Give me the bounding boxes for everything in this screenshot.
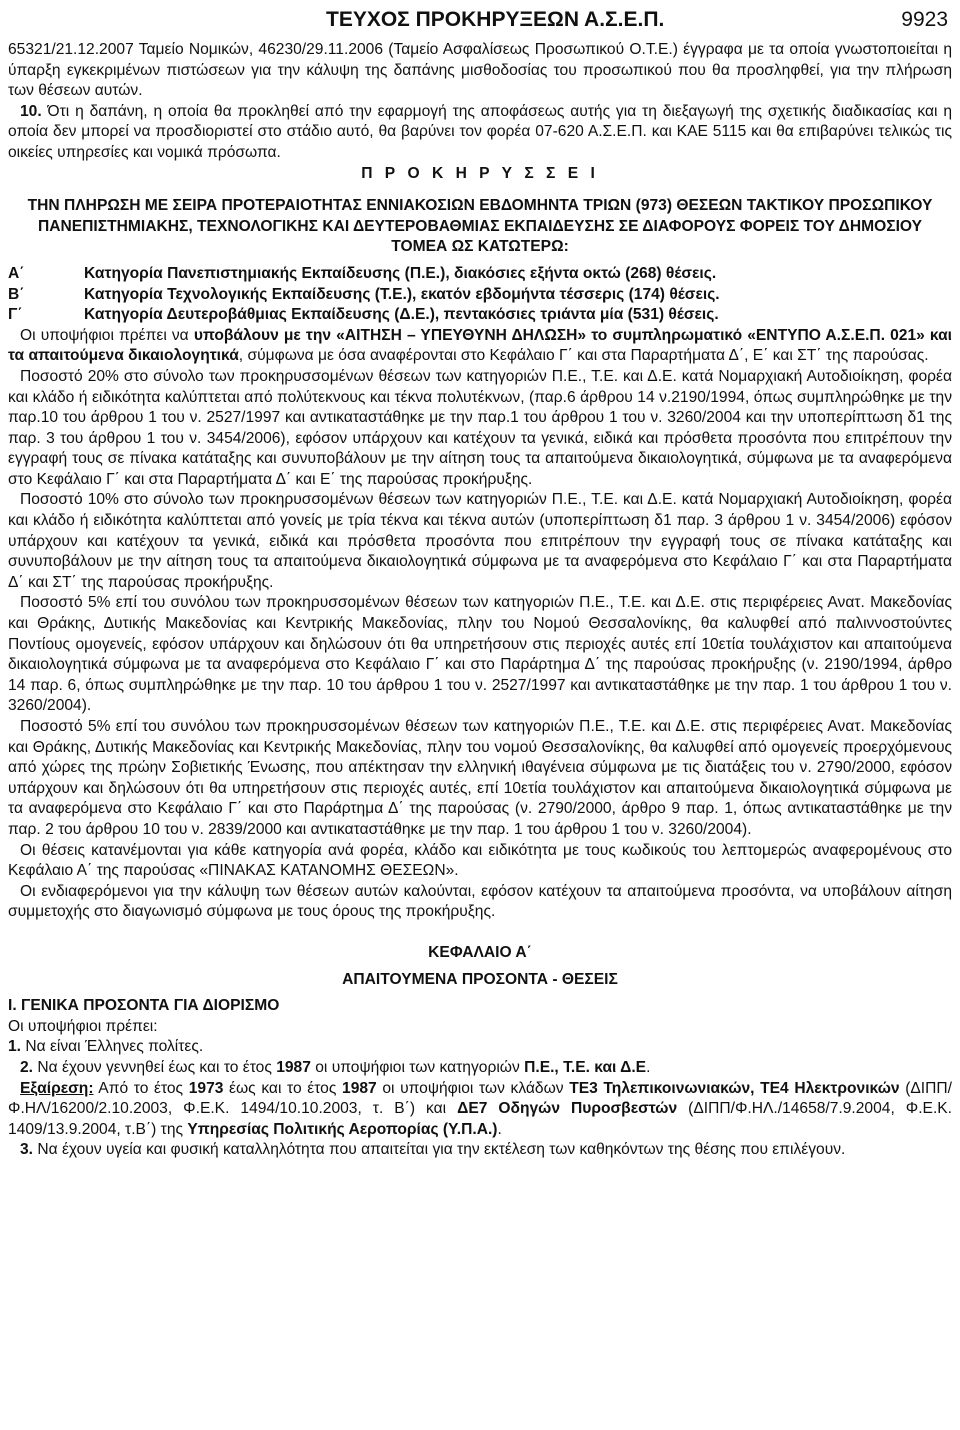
- page-header: [8, 4, 952, 40]
- section-heading: Ι. ΓΕΝΙΚΑ ΠΡΟΣΟΝΤΑ ΓΙΑ ΔΙΟΡΙΣΜΟ: [8, 997, 280, 1015]
- paragraph-interested: Οι ενδιαφερόμενοι για την κάλυψη των θέσεων αυτών καλούνται, εφόσον κατέχουν τα απαιτούμενα προσόντα, να υποβάλουν αίτηση συμμετοχής στο διαγωνισμό σύμφωνα με τους όρους της προκήρυξης.: [8, 882, 952, 921]
- category-label: Β΄: [8, 285, 25, 303]
- category-text: Κατηγορία Δευτεροβάθμιας Εκπαίδευσης (Δ.Ε.), πεντακόσιες τριάντα μία (531) θέσεις.: [84, 306, 719, 324]
- paragraph-intro: 65321/21.12.2007 Ταμείο Νομικών, 46230/29.11.2006 (Ταμείο Ασφαλίσεως Προσωπικού Ο.Τ.Ε.) έγγραφα με τα οποία γνωστοποιείται η ύπαρξη εγκεκριμένων πιστώσεων για την κάλυψη της δαπάνης μισθοδοσίας του προσωπικού που θα προσληφθεί, για την πλήρωση των θέσεων αυτών.: [8, 41, 952, 100]
- category-label: Γ΄: [8, 306, 23, 324]
- paragraph-posts: Οι θέσεις κατανέμονται για κάθε κατηγορία ανά φορέα, κλάδο και ειδικότητα με τους κωδικούς του λεπτομερώς αναφερομένους στο Κεφάλαιο Α΄ της παρούσας «ΠΙΝΑΚΑΣ ΚΑΤΑΝΟΜΗΣ ΘΕΣΕΩΝ».: [8, 841, 952, 880]
- category-row-c: [8, 305, 952, 326]
- paragraph-5-percent-pontic: Ποσοστό 5% επί του συνόλου των προκηρυσσομένων θέσεων των κατηγοριών Π.Ε., Τ.Ε. και Δ.Ε. στις περιφέρειες Ανατ. Μακεδονίας και Θράκης, Δυτικής Μακεδονίας και Κεντρικής Μακεδονίας, πλην του Νομού Θεσσαλονίκης, θα καλυφθεί από παλιννοστούντες Ποντίους ομογενείς, εφόσον υπάρχουν και δηλώσουν ότι θα υπηρετήσουν στις περιοχές αυτές επί 10ετία τουλάχιστον και απαιτούμενα δικαιολογητικά σύμφωνα με τα αναφερόμενα στο Κεφάλαιο Γ΄ και στο Παράρτημα Δ΄ της παρούσας προκήρυξης (ν. 2190/1994, άρθρο 14 παρ. 6, όπως συμπληρώθηκε με την παρ. 10 του άρθρου 1 του ν. 2527/1997 και αντικαταστάθηκε με την παρ. 1 του άρθρου 1 του ν. 3260/2004).: [8, 594, 952, 715]
- category-row-a: [8, 264, 952, 285]
- candidates-must: Οι υποψήφιοι πρέπει:: [8, 1017, 158, 1035]
- category-text: Κατηγορία Πανεπιστημιακής Εκπαίδευσης (Π.Ε.), διακόσιες εξήντα οκτώ (268) θέσεις.: [84, 264, 717, 282]
- paragraph-20-percent: Ποσοστό 20% στο σύνολο των προκηρυσσομένων θέσεων των κατηγοριών Π.Ε., Τ.Ε. και Δ.Ε. κατά Νομαρχιακή Αυτοδιοίκηση, φορέα και κλάδο ή ειδικότητα καλύπτεται από πολύτεκνους και τέκνα πολυτέκνων, (παρ.6 άρθρου 14 ν.2190/1994, όπως συμπληρώθηκε με την παρ.10 του άρθρου 1 του ν. 2527/1997 και αντικαταστάθηκε με την παρ.1 του άρθρου 1 του ν. 3260/2004 και την υποπερίπτωση δ1 της παρ. 3 του άρθρου 1 του ν. 3454/2006), εφόσον υπάρχουν και κατέχουν τα γενικά, ειδικά και πρόσθετα προσόντα που επιτρέπουν την εγγραφή τους σε πίνακα κατάταξης και συνυποβάλουν με την αίτηση τους τα απαιτούμενα δικαιολογητικά, σύμφωνα με τα αναφερόμενα στο Κεφάλαιο Γ΄ και στα Παραρτήματα Δ΄ και Ε΄ της παρούσας προκήρυξης.: [8, 367, 952, 488]
- chapter-subtitle: ΑΠΑΙΤΟΥΜΕΝΑ ΠΡΟΣΟΝΤΑ - ΘΕΣΕΙΣ: [342, 970, 618, 988]
- proclaims-heading: Π Ρ Ο Κ Η Ρ Υ Σ Σ Ε Ι: [361, 164, 599, 182]
- paragraph-10: [8, 102, 952, 164]
- paragraph-text: Ότι η δαπάνη, η οποία θα προκληθεί από την εφαρμογή της αποφάσεως αυτής για τη διεξαγωγή της σχετικής διαδικασίας και η οποία δεν μπορεί να προσδιοριστεί στο στάδιο αυτό, θα βαρύνει τον φορέα 07-620 Α.Σ.Ε.Π. και ΚΑΕ 5115 και θα επιβαρύνει τελικώς τις οικείες υπηρεσίες και νομικά πρόσωπα.: [8, 102, 952, 161]
- requirement-exception: Εξαίρεση: Από το έτος 1973 έως και το έτος 1987 οι υποψήφιοι των κλάδων ΤΕ3 Τηλεπικοινωνιακών, ΤΕ4 Ηλεκτρονικών (ΔΙΠΠ/Φ.ΗΛ/16200/2.10.2003, Φ.Ε.Κ. 1494/10.10.2003, τ. Β΄) και ΔΕ7 Οδηγών Πυροσβεστών (ΔΙΠΠ/Φ.ΗΛ./14658/7.9.2004, Φ.Ε.Κ. 1409/13.9.2004, τ.Β΄) της Υπηρεσίας Πολιτικής Αεροπορίας (Υ.Π.Α.).: [8, 1079, 953, 1138]
- requirement-2: 2. Να έχουν γεννηθεί έως και το έτος 1987 οι υποψήφιοι των κατηγοριών Π.Ε., Τ.Ε. και Δ.Ε.: [20, 1058, 651, 1076]
- paragraph-5-percent-soviet: Ποσοστό 5% επί του συνόλου των προκηρυσσομένων θέσεων των κατηγοριών Π.Ε., Τ.Ε. και Δ.Ε. στις περιφέρειες Ανατ. Μακεδονίας και Θράκης, Δυτικής Μακεδονίας και Κεντρικής Μακεδονίας, πλην του νομού Θεσσαλονίκης, θα καλυφθεί από ομογενείς προερχόμενους από χώρες της πρώην Σοβιετικής Ένωσης, που απέκτησαν την ελληνική ιθαγένεια σύμφωνα με τις διατάξεις του ν. 2790/2000, εφόσον υπάρχουν και δηλώσουν ότι θα υπηρετήσουν στις περιοχές αυτές, επί 10ετία τουλάχιστον και απαιτούμενα δικαιολογητικά σύμφωνα με τα αναφερόμενα στο Κεφάλαιο Γ΄ και στο Παράρτημα Δ΄ της παρούσας (ν. 2790/2000, άρθρο 9 παρ. 1, όπως αντικαταστάθηκε με την παρ. 2 του άρθρου 10 του ν. 2839/2000 και αντικαταστάθηκε με την παρ. 1 του άρθρου 1 του ν. 3260/2004).: [8, 718, 952, 838]
- issue-title: ΤΕΥΧΟΣ ΠΡΟΚΗΡΥΞΕΩΝ Α.Σ.Ε.Π.: [326, 8, 665, 31]
- requirement-3: 3. Να έχουν υγεία και φυσική καταλληλότητα που απαιτείται για την εκτέλεση των καθηκόντων της θέσης που επιλέγουν.: [20, 1141, 846, 1159]
- exception-label: Εξαίρεση:: [20, 1079, 94, 1097]
- paragraph-number: 10.: [20, 102, 42, 120]
- chapter-title: ΚΕΦΑΛΑΙΟ Α΄: [428, 943, 532, 961]
- paragraph-apply: Οι υποψήφιοι πρέπει να υποβάλουν με την «ΑΙΤΗΣΗ – ΥΠΕΥΘΥΝΗ ΔΗΛΩΣΗ» το συμπληρωματικό «ΕΝΤΥΠΟ Α.Σ.Ε.Π. 021» και τα απαιτούμενα δικαιολογητικά, σύμφωνα με όσα αναφέρονται στο Κεφάλαιο Γ΄ και στα Παραρτήματα Δ΄, Ε΄ και ΣΤ΄ της παρούσας.: [8, 326, 953, 365]
- category-label: Α΄: [8, 264, 25, 282]
- category-row-b: [8, 285, 952, 306]
- document-body: [8, 40, 952, 1161]
- main-heading: ΤΗΝ ΠΛΗΡΩΣΗ ΜΕ ΣΕΙΡΑ ΠΡΟΤΕΡΑΙΟΤΗΤΑΣ ΕΝΝΙΑΚΟΣΙΩΝ ΕΒΔΟΜΗΝΤΑ ΤΡΙΩΝ (973) ΘΕΣΕΩΝ ΤΑΚΤΙΚΟΥ ΠΡΟΣΩΠΙΚΟΥ ΠΑΝΕΠΙΣΤΗΜΙΑΚΗΣ, ΤΕΧΝΟΛΟΓΙΚΗΣ ΚΑΙ ΔΕΥΤΕΡΟΒΑΘΜΙΑΣ ΕΚΠΑΙΔΕΥΣΗΣ ΣΕ ΔΙΑΦΟΡΟΥΣ ΦΟΡΕΙΣ ΤΟΥ ΔΗΜΟΣΙΟΥ ΤΟΜΕΑ ΩΣ ΚΑΤΩΤΕΡΩ:: [27, 197, 933, 256]
- requirement-1: 1. Να είναι Έλληνες πολίτες.: [8, 1038, 204, 1056]
- category-text: Κατηγορία Τεχνολογικής Εκπαίδευσης (Τ.Ε.), εκατόν εβδομήντα τέσσερις (174) θέσεις.: [84, 285, 720, 303]
- paragraph-10-percent: Ποσοστό 10% στο σύνολο των προκηρυσσομένων θέσεων των κατηγοριών Π.Ε., Τ.Ε. και Δ.Ε. κατά Νομαρχιακή Αυτοδιοίκηση, φορέα και κλάδο ή ειδικότητα καλύπτεται από γονείς με τρία τέκνα και τέκνα αυτών (υποπερίπτωση δ1 παρ. 3 άρθρου 1 ν. 3454/2006) εφόσον υπάρχουν και κατέχουν τα γενικά, ειδικά και πρόσθετα προσόντα που επιτρέπουν την εγγραφή τους σε πίνακα κατάταξης και συνυποβάλουν με την αίτηση τους τα απαιτούμενα δικαιολογητικά σύμφωνα με τα αναφερόμενα στο Κεφάλαιο Γ΄ και στα Παραρτήματα Δ΄ και ΣΤ΄ της παρούσας προκήρυξης.: [8, 491, 952, 591]
- page-number: 9923: [901, 8, 948, 31]
